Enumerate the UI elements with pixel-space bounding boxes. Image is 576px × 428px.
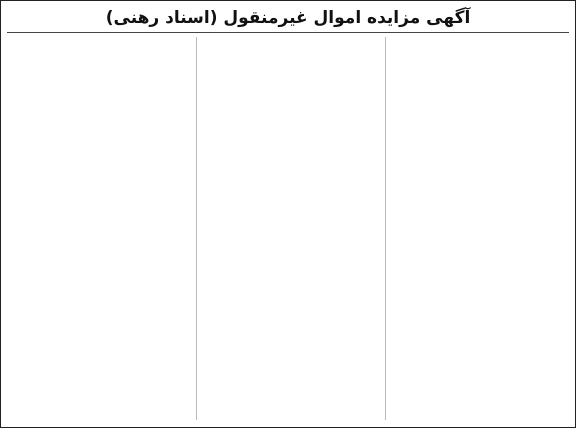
notice-body bbox=[7, 37, 569, 420]
notice-header bbox=[7, 5, 569, 33]
notice-column-right bbox=[385, 37, 569, 420]
notice-signature bbox=[7, 420, 569, 423]
notice-column-middle bbox=[196, 37, 380, 420]
notice-column-left bbox=[7, 37, 190, 420]
notice-title: آگهی مزایده اموال غیرمنقول (اسناد رهنی) bbox=[105, 8, 471, 28]
